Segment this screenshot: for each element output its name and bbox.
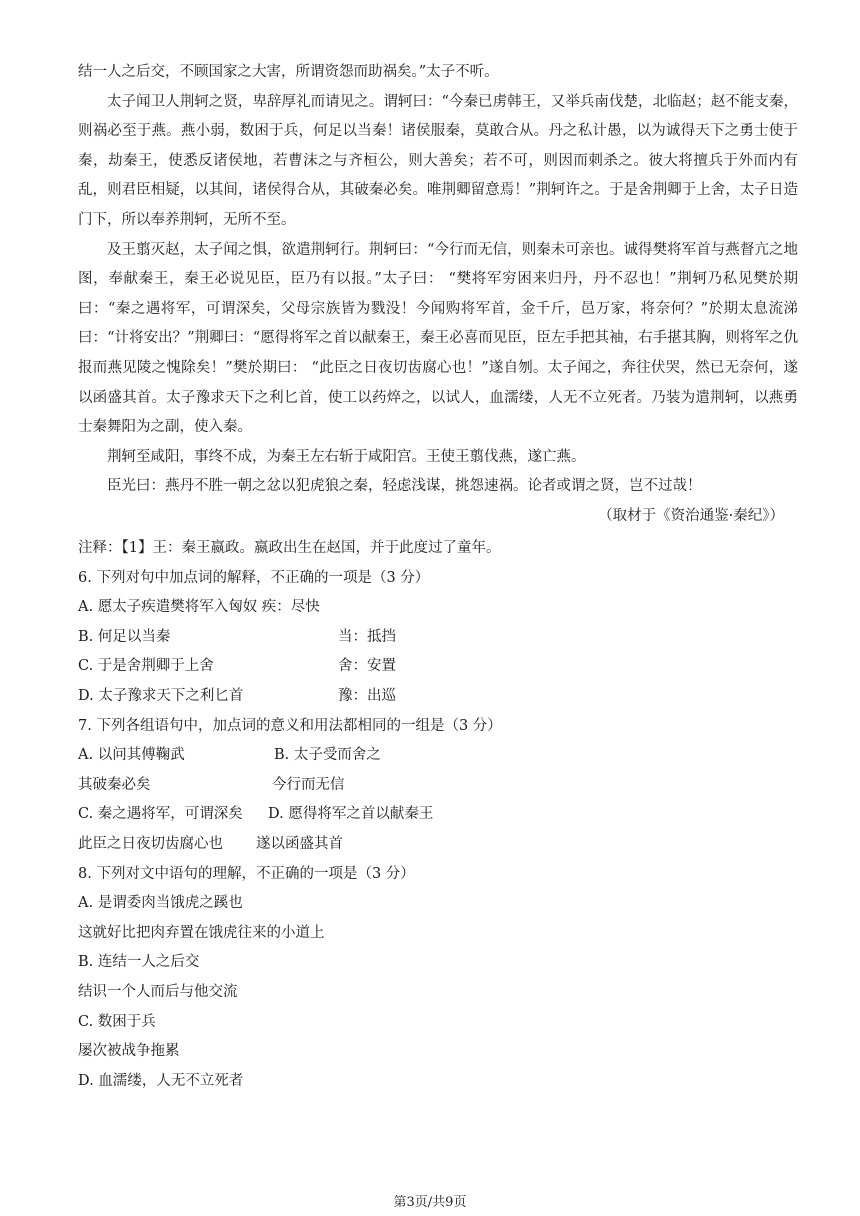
q8-option-c: C. 数困于兵: [78, 1013, 156, 1030]
q6-option-d-gloss: 豫：出巡: [338, 687, 396, 704]
q7-option-d-line1: D. 愿得将军之首以献秦王: [268, 806, 434, 823]
q7-option-b-line1: B. 太子受而舍之: [274, 747, 381, 764]
q7-row-cd-2: [78, 830, 798, 860]
passage-paragraph-2: 及王翦灭赵，太子闻之惧，欲遣荆轲行。荆轲曰：“今行而无信，则秦未可亲也。诚得樊将军首与燕督亢之地图，奉献秦王，秦王必说见臣，臣乃有以报。”太子曰： “樊将军穷困来归丹，丹不忍也！”荆轲乃私见樊於期曰：“秦之遇将军，可谓深矣，父母宗族皆为戮没！今闻购将军首，金千斤，邑万家，将奈何？”於期太息流涕曰：“计将安出？”荆卿曰：“愿得将军之首以献秦王，秦王必喜而见臣，臣左手把其袖，右手揕其胸，则将军之仇报而燕见陵之愧除矣！”樊於期曰： “此臣之日夜切齿腐心也！”遂自刎。太子闻之，奔往伏哭，然已无奈何，遂以函盛其首。太子豫求天下之利匕首，使工以药焠之，以试人，血濡缕，人无不立死者。乃装为遣荆轲，以燕勇士秦舞阳为之副，使入秦。: [78, 241, 798, 436]
q7-row-ab-1: [78, 741, 798, 771]
classical-passage: [78, 58, 798, 532]
q7-option-b-line2: 今行而无信: [272, 776, 345, 793]
q7-option-d-line2: 遂以函盛其首: [256, 835, 343, 852]
passage-paragraph-1: 太子闻卫人荆轲之贤，卑辞厚礼而请见之。谓轲曰：“今秦已虏韩王，又举兵南伐楚，北临赵；赵不能支秦，则祸必至于燕。燕小弱，数困于兵，何足以当秦！诸侯服秦，莫敢合从。丹之私计愚，以为诚得天下之勇士使于秦，劫秦王，使悉反诸侯地，若曹沫之与齐桓公，则大善矣；若不可，则因而刺杀之。彼大将擅兵于外而内有乱，则君臣相疑，以其间，诸侯得合从，其破秦必矣。唯荆卿留意焉！”荆轲许之。于是舍荆卿于上舍，太子日造门下，所以奉养荆轲，无所不至。: [78, 93, 798, 228]
q7-option-c-line2: 此臣之日夜切齿腐心也: [78, 835, 223, 852]
q7-stem: 7. 下列各组语句中，加点词的意义和用法都相同的一组是（3 分）: [78, 717, 502, 734]
q8-option-a-explanation: 这就好比把肉弃置在饿虎往来的小道上: [78, 924, 325, 941]
q6-option-c-sentence: C. 于是舍荆卿于上舍: [78, 658, 214, 675]
q6-option-b-gloss: 当：抵挡: [338, 628, 396, 645]
q6-option-c-gloss: 舍：安置: [338, 658, 396, 675]
q7-option-c-line1: C. 秦之遇将军，可谓深矣: [78, 806, 243, 823]
q8-option-c-explanation: 屡次被战争拖累: [78, 1043, 180, 1060]
annotation-note: 注释：【1】王：秦王嬴政。嬴政出生在赵国，并于此度过了童年。: [78, 540, 501, 556]
q7-row-cd-1: [78, 800, 798, 830]
passage-source: （取材于《资治通鉴·秦纪》）: [598, 507, 784, 524]
q7-option-a-line1: A. 以问其傅鞠武: [78, 747, 185, 764]
q7-option-a-line2: 其破秦必矣: [78, 776, 151, 793]
q6-option-b: [78, 623, 798, 653]
q8-stem: 8. 下列对文中语句的理解，不正确的一项是（3 分）: [78, 865, 415, 882]
q6-option-d-sentence: D. 太子豫求天下之利匕首: [78, 687, 244, 704]
q6-option-b-sentence: B. 何足以当秦: [78, 628, 171, 645]
q7-row-ab-2: [78, 771, 798, 801]
q6-option-c: [78, 652, 798, 682]
page-number: 第3页/共9页: [393, 1195, 467, 1210]
passage-paragraph-4: 臣光曰：燕丹不胜一朝之忿以犯虎狼之秦，轻虑浅谋，挑怨速祸。论者或谓之贤，岂不过哉！: [107, 478, 702, 495]
passage-paragraph-0: 结一人之后交，不顾国家之大害，所谓资怨而助祸矣。”太子不听。: [78, 64, 499, 80]
passage-paragraph-3: 荆轲至咸阳，事终不成，为秦王左右斩于咸阳宫。王使王翦伐燕，遂亡燕。: [107, 448, 586, 465]
q6-stem: 6. 下列对句中加点词的解释，不正确的一项是（3 分）: [78, 569, 430, 586]
q8-option-d: D. 血濡缕，人无不立死者: [78, 1072, 244, 1089]
q6-option-a: A. 愿太子疾遣樊将军入匈奴 疾：尽快: [78, 599, 320, 616]
q8-option-b-explanation: 结识一个人而后与他交流: [78, 983, 238, 1000]
q8-option-b: B. 连结一人之后交: [78, 954, 200, 971]
questions: [78, 534, 798, 1096]
q8-option-a: A. 是谓委肉当饿虎之蹊也: [78, 895, 243, 912]
q6-option-d: [78, 682, 798, 712]
